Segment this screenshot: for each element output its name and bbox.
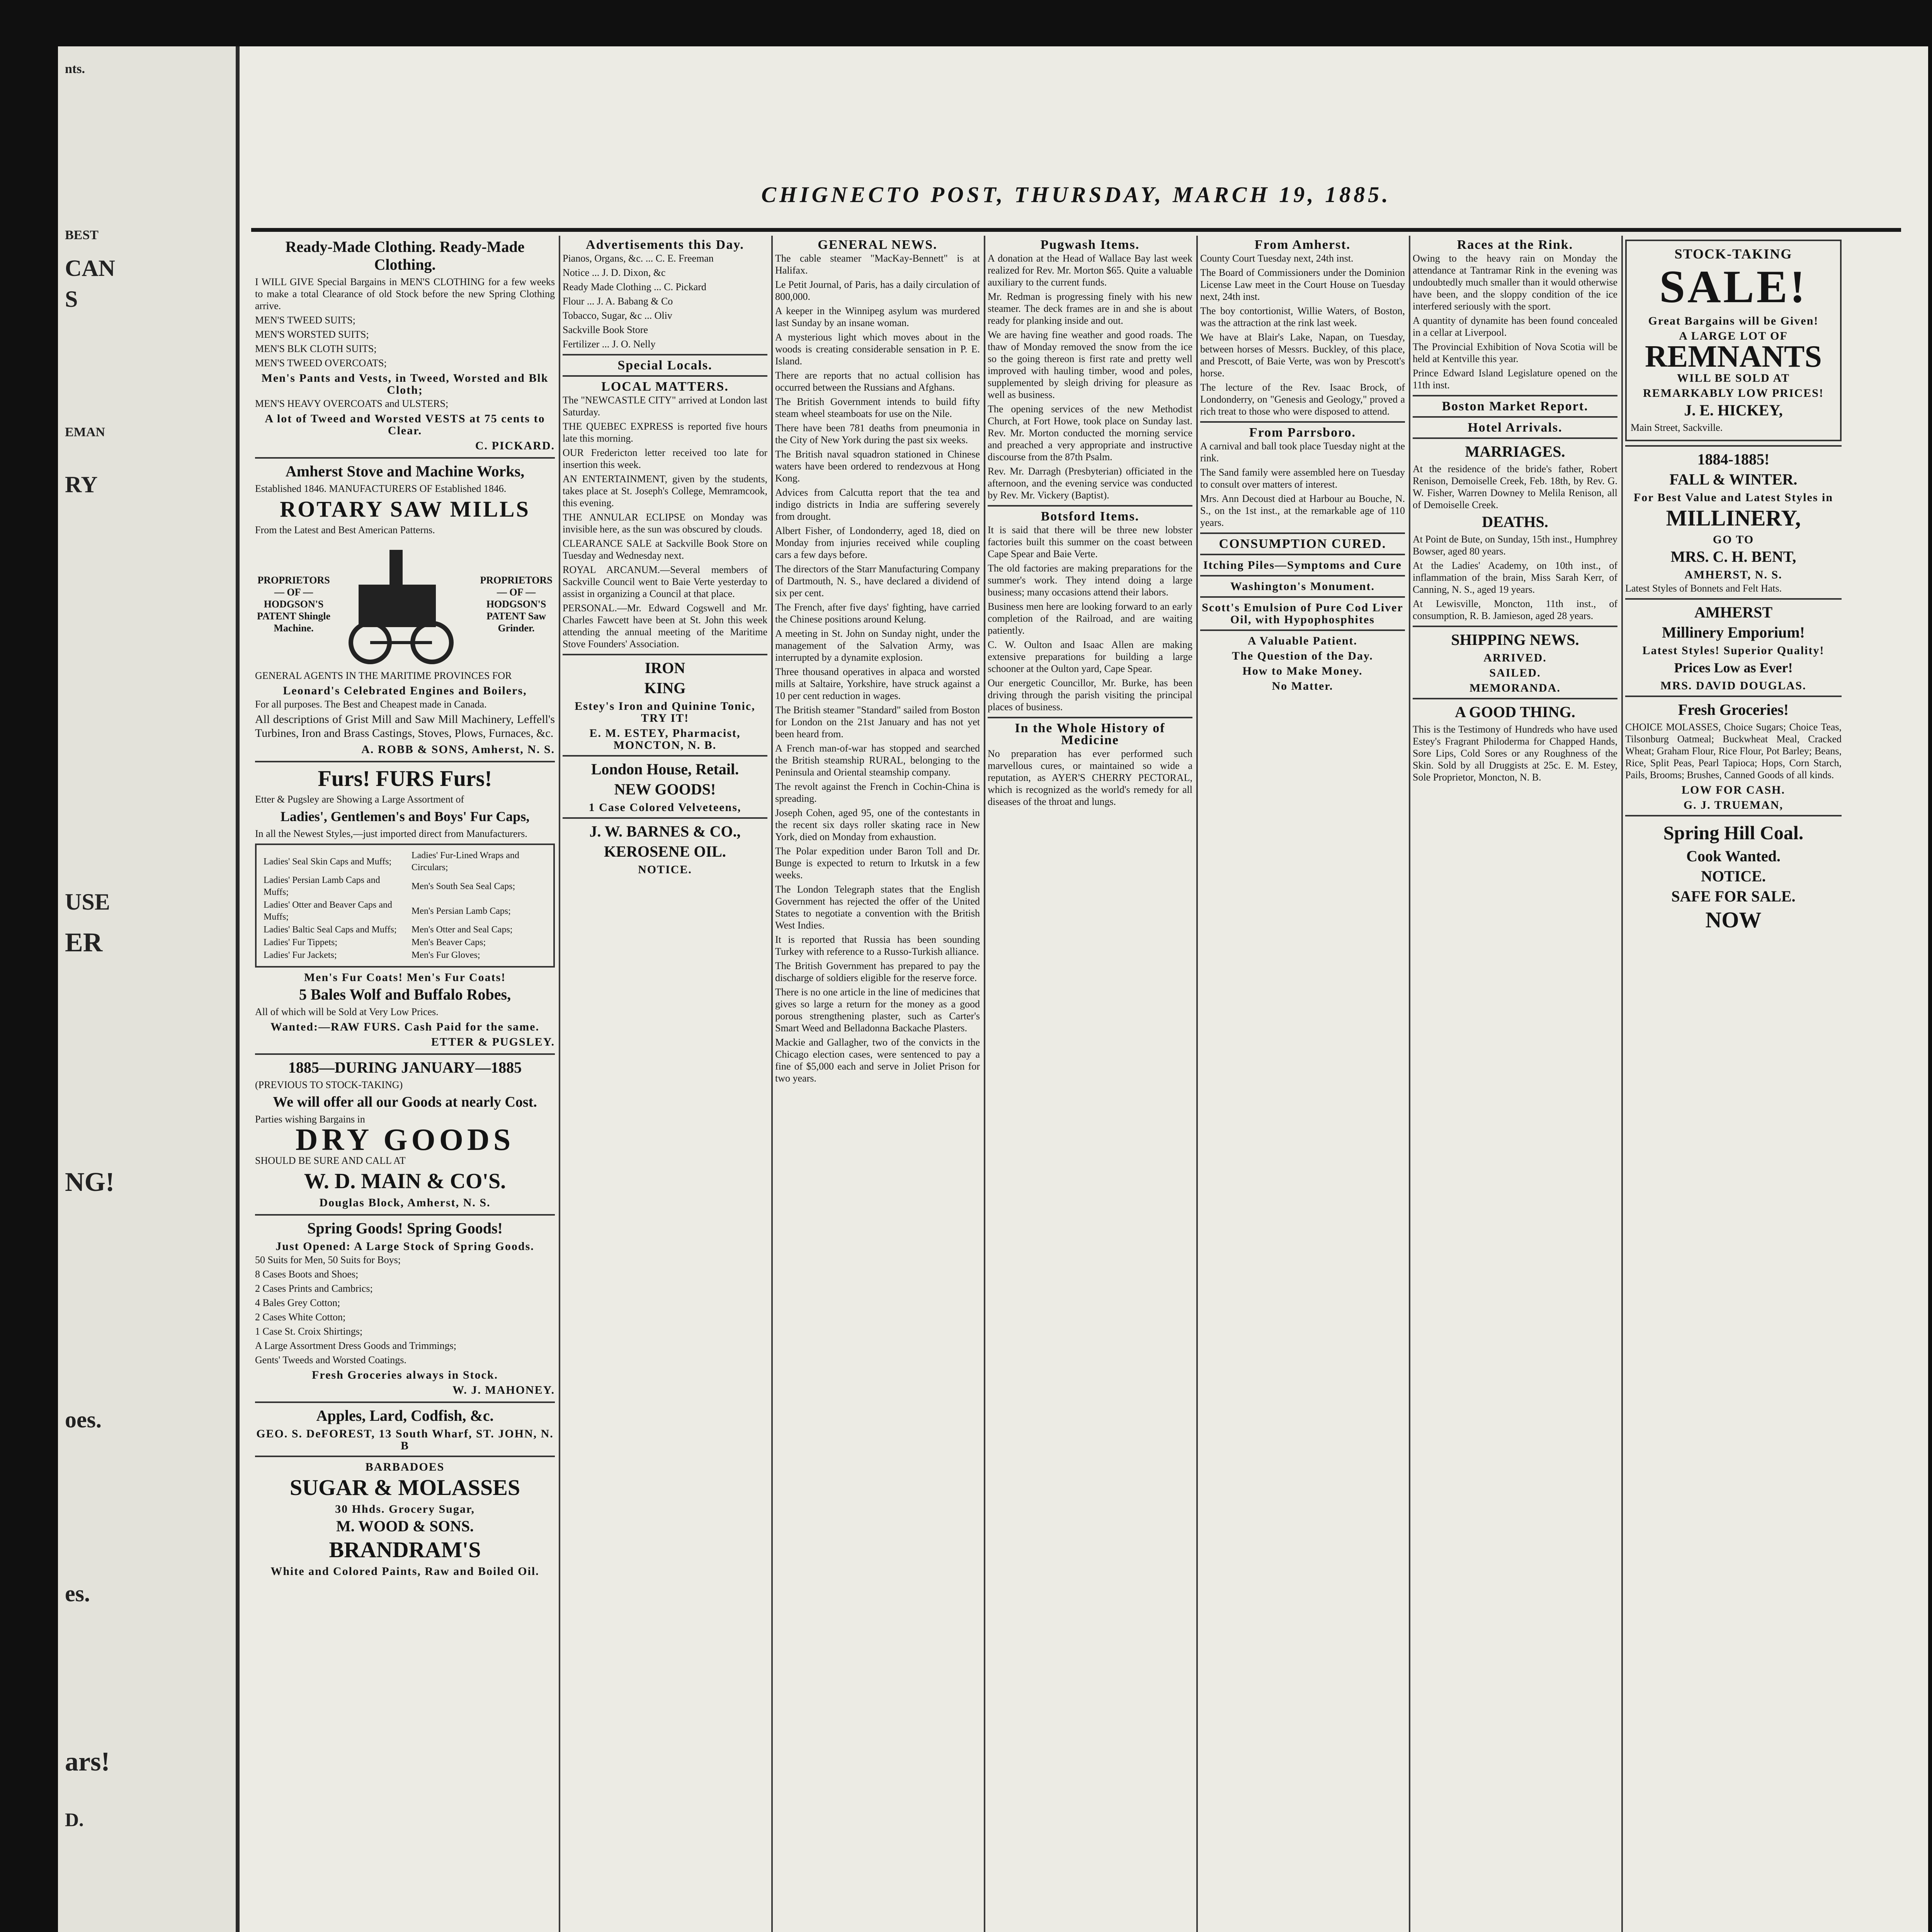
ad-heading: Amherst Stove and Machine Works,: [285, 463, 525, 480]
ad-signature: C. PICKARD.: [475, 439, 555, 452]
news-paragraph: A mysterious light which moves about in the woods is creating considerable sensation in P. E. Island.: [775, 332, 980, 367]
ad-subheading: NOTICE.: [638, 863, 692, 876]
ad-line: Parties wishing Bargains in: [255, 1114, 365, 1125]
news-paragraph: The Provincial Exhibition of Nova Scotia will be held at Kentville this year.: [1413, 341, 1617, 364]
column-rule: [984, 236, 985, 1932]
news-paragraph: The boy contortionist, Willie Waters, of Boston, was the attraction at the rink last week.: [1200, 305, 1405, 328]
news-paragraph: Le Petit Journal, of Paris, has a daily circulation of 800,000.: [775, 279, 980, 302]
fragment-text: NG!: [65, 1167, 115, 1197]
section-heading: The Question of the Day.: [1232, 650, 1373, 662]
news-paragraph: A French man-of-war has stopped and searched the British steamship RURAL, belonging to the Peninsula and Oriental steamship company.: [775, 743, 980, 778]
news-paragraph: THE QUEBEC EXPRESS is reported five hours late this morning.: [563, 421, 767, 444]
ad-line: SHOULD BE SURE AND CALL AT: [255, 1155, 406, 1166]
news-paragraph: There is no one article in the line of medicines that gives so large a return for the money as a good porous strengthening plaster, such as Carter's Smart Weed and Belladonna Backache Plasters.: [775, 986, 980, 1034]
steam-engine-illustration: [335, 542, 474, 666]
section-heading: LOCAL MATTERS.: [601, 379, 729, 394]
ad-signature: A. ROBB & SONS, Amherst, N. S.: [361, 743, 555, 756]
news-paragraph: A carnival and ball took place Tuesday night at the rink.: [1200, 440, 1405, 464]
list-item: 50 Suits for Men, 50 Suits for Boys;: [255, 1254, 401, 1265]
masthead: [251, 182, 1901, 232]
ad-text: I WILL GIVE Special Bargains in MEN'S CLOTHING for a few weeks to make a total Clearance of old Stock before the new Spring Clothing arrive.: [255, 276, 555, 311]
list-item: 4 Bales Grey Cotton;: [255, 1297, 340, 1308]
divider: [1625, 445, 1842, 447]
divider: [255, 1053, 555, 1055]
ad-subheading: A LARGE LOT OF: [1679, 330, 1788, 342]
news-paragraph: Owing to the heavy rain on Monday the attendance at Tantramar Rink in the evening was undoubtedly much smaller than it would otherwise have been, and the sloppy condition of the ice interfered seriously with the sport.: [1413, 253, 1617, 312]
ad-heading: 1884-1885!: [1697, 451, 1770, 468]
pickard-clothing-ad: [255, 238, 555, 452]
ad-heading: Cook Wanted.: [1686, 847, 1781, 865]
news-paragraph: The Polar expedition under Baron Toll and Dr. Bunge is expected to return to Irkutsk in a few weeks.: [775, 845, 980, 881]
column-rule: [771, 236, 773, 1932]
section-heading: ARRIVED.: [1483, 651, 1547, 664]
divider: [563, 817, 767, 819]
fragment-text: nts.: [65, 62, 85, 76]
ad-title: Furs! FURS Furs!: [318, 766, 492, 791]
news-paragraph: At Lewisville, Moncton, 11th inst., of consumption, R. B. Jamieson, aged 28 years.: [1413, 598, 1617, 621]
ad-heading: AMHERST: [1694, 604, 1773, 621]
divider: [1413, 698, 1617, 699]
ad-line: Established 1846. MANUFACTURERS OF Established 1846.: [255, 483, 507, 494]
ad-heading: FALL & WINTER.: [1669, 471, 1798, 488]
news-paragraph: At Point de Bute, on Sunday, 15th inst., Humphrey Bowser, aged 80 years.: [1413, 534, 1617, 557]
ad-heading: KING: [644, 679, 686, 697]
divider: [255, 1401, 555, 1403]
amherst-stove-ad: [255, 463, 555, 755]
ad-subheading: Fresh Groceries always in Stock.: [311, 1369, 498, 1381]
ad-title: NOW: [1705, 907, 1762, 932]
section-heading: Special Locals.: [617, 358, 713, 372]
list-item: Men's South Sea Seal Caps;: [411, 881, 515, 891]
masthead-title: CHIGNECTO POST, THURSDAY, MARCH 19, 1885.: [761, 182, 1391, 207]
ad-subheading: WILL BE SOLD AT: [1677, 372, 1790, 384]
ad-signature: GEO. S. DeFOREST, 13 South Wharf, ST. JOHN, N. B: [256, 1427, 554, 1452]
list-item: Men's Persian Lamb Caps;: [411, 906, 511, 916]
ad-subheading: Latest Styles! Superior Quality!: [1642, 644, 1825, 657]
divider: [255, 1214, 555, 1216]
fragment-text: USE: [65, 889, 110, 915]
divider: [563, 755, 767, 757]
news-paragraph: The Sand family were assembled here on Tuesday to consult over matters of interest.: [1200, 467, 1405, 490]
divider: [1200, 596, 1405, 598]
ad-title: SUGAR & MOLASSES: [289, 1475, 520, 1500]
section-heading: From Amherst.: [1254, 238, 1351, 252]
ad-line: (PREVIOUS TO STOCK-TAKING): [255, 1079, 403, 1090]
fragment-text: CAN: [65, 255, 115, 281]
news-paragraph: The old factories are making preparations for the summer's work. They intend doing a large business; many occasions attend their labors.: [988, 563, 1192, 598]
divider: [988, 505, 1192, 507]
news-paragraph: The directors of the Starr Manufacturing Company of Dartmouth, N. S., have declared a dividend of six per cent.: [775, 563, 980, 599]
divider: [563, 375, 767, 377]
ad-subheading: A lot of Tweed and Worsted VESTS at 75 cents to Clear.: [265, 412, 545, 437]
ad-subheading: STOCK-TAKING: [1674, 246, 1793, 262]
ad-heading: Ready-Made Clothing. Ready-Made Clothing.: [285, 238, 525, 273]
list-item: Gents' Tweeds and Worsted Coatings.: [255, 1354, 406, 1366]
news-paragraph: Business men here are looking forward to an early completion of the Railroad, and are waiting patiently.: [988, 601, 1192, 636]
fragment-text: D.: [65, 1809, 84, 1830]
column-2: [563, 236, 767, 1932]
section-heading: Boston Market Report.: [1442, 399, 1588, 413]
ad-subheading: REMARKABLY LOW PRICES!: [1643, 387, 1824, 400]
divider: [563, 354, 767, 355]
divider: [1413, 395, 1617, 396]
main-dry-goods-ad: [255, 1059, 555, 1209]
ad-heading: SAFE FOR SALE.: [1671, 888, 1796, 905]
section-heading: CONSUMPTION CURED.: [1219, 537, 1386, 551]
section-heading: Itching Piles—Symptoms and Cure: [1203, 559, 1402, 571]
divider: [255, 1456, 555, 1457]
list-item: 2 Cases Prints and Cambrics;: [255, 1283, 373, 1294]
ad-heading: M. WOOD & SONS.: [336, 1517, 474, 1535]
ad-line: MEN'S HEAVY OVERCOATS and ULSTERS;: [255, 398, 449, 409]
section-heading: From Parrsboro.: [1249, 425, 1356, 440]
section-heading: MEMORANDA.: [1469, 682, 1561, 694]
section-heading: SHIPPING NEWS.: [1451, 631, 1579, 648]
news-paragraph: The Board of Commissioners under the Dominion License Law meet in the Court House on Tuesday next, 24th inst.: [1200, 267, 1405, 302]
news-paragraph: Mrs. Ann Decoust died at Harbour au Bouche, N. S., on the 1st inst., at the remarkable age of 110 years.: [1200, 493, 1405, 528]
ad-subheading: Wanted:—RAW FURS. Cash Paid for the same.: [270, 1020, 539, 1033]
list-item: Ladies' Otter and Beaver Caps and Muffs;: [264, 900, 392, 922]
ad-subheading: For Best Value and Latest Styles in: [1633, 491, 1833, 504]
fragment-text: es.: [65, 1581, 90, 1606]
ad-signature: E. M. ESTEY, Pharmacist, MONCTON, N. B.: [589, 727, 741, 752]
news-paragraph: Rev. Mr. Darragh (Presbyterian) officiated in the afternoon, and the evening service was conducted by Rev. Mr. Vickery (Baptist).: [988, 466, 1192, 501]
ad-text: PROPRIETORS — OF — HODGSON'S PATENT Shingle Machine.: [257, 574, 330, 634]
news-paragraph: CLEARANCE SALE at Sackville Book Store on Tuesday and Wednesday next.: [563, 538, 767, 561]
divider: [255, 457, 555, 459]
divider: [255, 761, 555, 762]
ad-text: CHOICE MOLASSES, Choice Sugars; Choice Teas, Tilsonburg Oatmeal; Buckwheat Meal, Cracked Wheat; Graham Flour, Rice Flour, Pot Barley; Beans, Rice, Split Peas, Pearl Tapioca; Hops, Corn Starch, Pails, Brooms; Brushes, Canned Goods of all kinds.: [1625, 721, 1842, 781]
news-paragraph: Three thousand operatives in alpaca and worsted mills at Saltaire, Yorkshire, have struck against a 10 per cent reduction in wages.: [775, 666, 980, 701]
news-paragraph: The British naval squadron stationed in Chinese waters have been ordered to rendezvous at Hong Kong.: [775, 449, 980, 484]
furs-list: [255, 844, 555, 968]
ad-heading: Millinery Emporium!: [1662, 624, 1805, 641]
section-heading: Hotel Arrivals.: [1468, 420, 1563, 435]
ad-line: MEN'S WORSTED SUITS;: [255, 329, 369, 340]
ad-line: From the Latest and Best American Patterns.: [255, 524, 435, 536]
divider: [1413, 437, 1617, 439]
ad-heading: 1885—DURING JANUARY—1885: [288, 1059, 522, 1076]
news-paragraph: Prince Edward Island Legislature opened on the 11th inst.: [1413, 367, 1617, 391]
list-item: Notice ... J. D. Dixon, &c: [563, 267, 666, 278]
section-heading: Pugwash Items.: [1040, 238, 1140, 252]
list-item: Flour ... J. A. Babang & Co: [563, 296, 673, 307]
ad-heading: NOTICE.: [1701, 867, 1766, 885]
ad-subheading: 30 Hhds. Grocery Sugar,: [335, 1503, 475, 1515]
ad-title: MILLINERY,: [1666, 505, 1801, 531]
list-item: Men's Otter and Seal Caps;: [411, 925, 513, 935]
news-paragraph: C. W. Oulton and Isaac Allen are making extensive preparations for building a large schooner at the Oulton yard, Cape Spear.: [988, 639, 1192, 674]
ad-signature: G. J. TRUEMAN,: [1683, 799, 1784, 811]
news-paragraph: At the residence of the bride's father, Robert Renison, Demoiselle Creek, Feb. 18th, by Rev. G. W. Fisher, Warren Downey to Melila Renison, all of Demoiselle Creek.: [1413, 463, 1617, 510]
section-heading: Botsford Items.: [1041, 509, 1139, 524]
section-heading: Scott's Emulsion of Pure Cod Liver Oil, with Hypophosphites: [1202, 601, 1403, 626]
list-item: Fertilizer ... J. O. Nelly: [563, 338, 656, 350]
divider: [1413, 416, 1617, 418]
section-heading: Races at the Rink.: [1457, 238, 1573, 252]
news-paragraph: AN ENTERTAINMENT, given by the students, takes place at St. Joseph's College, Memramcook, this evening.: [563, 473, 767, 509]
list-item: 2 Cases White Cotton;: [255, 1311, 346, 1323]
hodgson-row: [255, 538, 555, 670]
news-paragraph: The lecture of the Rev. Isaac Brock, of Londonderry, on "Genesis and Geology," proved a rich treat to those who were disposed to attend.: [1200, 382, 1405, 417]
fragment-text: oes.: [65, 1407, 102, 1432]
ad-heading: NEW GOODS!: [614, 781, 716, 798]
news-paragraph: The British steamer "Standard" sailed from Boston for London on the 21st January and has not yet been heard from.: [775, 704, 980, 740]
section-heading: No Matter.: [1272, 680, 1333, 692]
news-paragraph: OUR Fredericton letter received too late for insertion this week.: [563, 447, 767, 470]
section-heading: Advertisements this Day.: [586, 238, 744, 252]
ad-line: All of which will be Sold at Very Low Prices.: [255, 1006, 439, 1017]
ad-heading: We will offer all our Goods at nearly Cost.: [273, 1094, 537, 1110]
list-item: 1 Case St. Croix Shirtings;: [255, 1326, 363, 1337]
news-paragraph: Mr. Redman is progressing finely with his new steamer. The deck frames are in and she is about ready for planking inside and out.: [988, 291, 1192, 326]
ad-subheading: Men's Pants and Vests, in Tweed, Worsted and Blk Cloth;: [261, 372, 549, 396]
list-item: Sackville Book Store: [563, 324, 648, 335]
ad-line: MEN'S TWEED OVERCOATS;: [255, 357, 387, 369]
divider: [1200, 532, 1405, 534]
divider: [1200, 554, 1405, 555]
ad-line: For all purposes. The Best and Cheapest made in Canada.: [255, 699, 487, 710]
ad-title: ROTARY SAW MILLS: [280, 497, 530, 522]
news-paragraph: A keeper in the Winnipeg asylum was murdered last Sunday by an insane woman.: [775, 305, 980, 328]
ad-title: REMNANTS: [1645, 340, 1822, 374]
ad-heading: Fresh Groceries!: [1678, 701, 1789, 718]
divider: [1200, 421, 1405, 423]
divider: [1200, 575, 1405, 577]
ad-title: SALE!: [1659, 261, 1808, 312]
news-paragraph: A donation at the Head of Wallace Bay last week realized for Rev. Mr. Morton $65. Quite a valuable auxiliary to the current funds.: [988, 253, 1192, 288]
fragment-text: S: [65, 286, 78, 312]
section-heading: SAILED.: [1489, 667, 1541, 679]
fragment-text: ars!: [65, 1747, 110, 1777]
list-item: Men's Beaver Caps;: [411, 937, 486, 947]
ad-heading: London House, Retail.: [591, 760, 739, 778]
ad-heading: MRS. C. H. BENT,: [1670, 548, 1796, 565]
news-paragraph: A meeting in St. John on Sunday night, under the management of the Salvation Army, was interrupted by a dynamite explosion.: [775, 628, 980, 663]
news-paragraph: The French, after five days' fighting, have carried the Chinese positions around Kelung.: [775, 602, 980, 625]
news-paragraph: We have at Blair's Lake, Napan, on Tuesday, between horses of Messrs. Buckley, of this place, and Prescott, of Baie Verte, was won by Prescott's horse.: [1200, 332, 1405, 379]
ad-line: MEN'S TWEED SUITS;: [255, 315, 355, 326]
column-4: [988, 236, 1192, 1932]
list-item: Ready Made Clothing ... C. Pickard: [563, 281, 706, 293]
column-6: [1413, 236, 1617, 1932]
list-item: Ladies' Seal Skin Caps and Muffs;: [264, 856, 392, 867]
divider: [1625, 815, 1842, 816]
list-item: Pianos, Organs, &c. ... C. E. Freeman: [563, 253, 714, 264]
news-paragraph: Albert Fisher, of Londonderry, aged 18, died on Monday from injuries received while coupling cars a few days before.: [775, 525, 980, 560]
previous-page-fragment: [58, 46, 240, 1932]
ad-subheading: LOW FOR CASH.: [1682, 784, 1785, 796]
news-paragraph: Mackie and Gallagher, two of the convicts in the Chicago election cases, were sentenced to pay a fine of $5,000 each and serve in Joliet Prison for two years.: [775, 1037, 980, 1084]
divider: [563, 654, 767, 655]
news-paragraph: THE ANNULAR ECLIPSE on Monday was invisible here, as the sun was obscured by clouds.: [563, 512, 767, 535]
ad-signature: MRS. DAVID DOUGLAS.: [1660, 679, 1806, 692]
column-1-ads: [255, 236, 555, 1932]
news-paragraph: Advices from Calcutta report that the tea and indigo districts in India are suffering severely from drought.: [775, 487, 980, 522]
divider: [1200, 629, 1405, 631]
ad-line: MEN'S BLK CLOTH SUITS;: [255, 343, 377, 354]
ad-heading: J. W. BARNES & CO.,: [589, 823, 741, 840]
news-paragraph: The "NEWCASTLE CITY" arrived at London last Saturday.: [563, 395, 767, 418]
news-paragraph: ROYAL ARCANUM.—Several members of Sackville Council went to Baie Verte yesterday to assist in organizing a Council at that place.: [563, 564, 767, 599]
news-paragraph: At the Ladies' Academy, on 10th inst., of inflammation of the brain, Miss Sarah Kerr, of Canning, N. S., aged 19 years.: [1413, 560, 1617, 595]
list-item: 8 Cases Boots and Shoes;: [255, 1269, 359, 1280]
news-paragraph: There are reports that no actual collision has occurred between the Russians and Afghans.: [775, 370, 980, 393]
ad-subheading: Estey's Iron and Quinine Tonic, TRY IT!: [575, 700, 755, 724]
ad-line: In all the Newest Styles,—just imported direct from Manufacturers.: [255, 828, 527, 839]
ad-signature: W. J. MAHONEY.: [452, 1384, 555, 1396]
ad-subheading: White and Colored Paints, Raw and Boiled Oil.: [270, 1565, 539, 1578]
column-rule: [1196, 236, 1198, 1932]
ad-text: PROPRIETORS — OF — HODGSON'S PATENT Saw Grinder.: [480, 574, 553, 634]
etter-pugsley-furs-ad: [255, 766, 555, 1048]
ad-title: DRY GOODS: [295, 1123, 515, 1157]
fragment-text: BEST: [65, 228, 99, 242]
column-rule: [559, 236, 560, 1932]
section-heading: In the Whole History of Medicine: [1015, 721, 1165, 747]
section-heading: How to Make Money.: [1242, 665, 1363, 677]
ad-subheading: Men's Fur Coats! Men's Fur Coats!: [304, 971, 506, 984]
list-item: Tobacco, Sugar, &c ... Oliv: [563, 310, 672, 321]
news-paragraph: It is reported that Russia has been sounding Turkey with reference to a Russo-Turkish alliance.: [775, 934, 980, 957]
section-heading: MARRIAGES.: [1465, 443, 1565, 460]
list-item: Ladies' Fur Jackets;: [264, 950, 337, 960]
list-item: Ladies' Fur-Lined Wraps and Circulars;: [411, 850, 519, 872]
list-item: A Large Assortment Dress Goods and Trimmings;: [255, 1340, 456, 1351]
ad-heading: A GOOD THING.: [1455, 703, 1575, 721]
column-7-ads: [1625, 236, 1842, 1932]
column-rule: [1621, 236, 1623, 1932]
news-paragraph: No preparation has ever performed such marvellous cures, or maintained so wide a reputation, as AYER'S CHERRY PECTORAL, which is recognized as the world's remedy for all diseases of the throat and lungs.: [988, 748, 1192, 807]
ad-text: All descriptions of Grist Mill and Saw Mill Machinery, Leffell's Turbines, Iron and Brass Castings, Stoves, Plows, Furnaces, &c.: [255, 713, 555, 740]
divider: [988, 717, 1192, 718]
ad-line: Main Street, Sackville.: [1631, 422, 1723, 433]
ad-signature: ETTER & PUGSLEY.: [431, 1036, 555, 1048]
news-paragraph: The cable steamer "MacKay-Bennett" is at Halifax.: [775, 253, 980, 276]
news-paragraph: The London Telegraph states that the English Government has rejected the offer of the United States to negotiate a convention with the British West Indies.: [775, 884, 980, 931]
column-3-general-news: [775, 236, 980, 1932]
ad-line: Latest Styles of Bonnets and Felt Hats.: [1625, 583, 1782, 594]
news-paragraph: The revolt against the French in Cochin-China is spreading.: [775, 781, 980, 804]
news-paragraph: PERSONAL.—Mr. Edward Cogswell and Mr. Charles Fawcett have been at St. John this week attending the annual meeting of the Maritime Stove Founders' Association.: [563, 602, 767, 650]
fragment-text: RY: [65, 472, 98, 497]
news-paragraph: County Court Tuesday next, 24th inst.: [1200, 253, 1354, 264]
list-item: Ladies' Fur Tippets;: [264, 937, 338, 947]
fragment-text: ER: [65, 928, 103, 957]
ad-subheading: Douglas Block, Amherst, N. S.: [319, 1196, 491, 1209]
divider: [1625, 598, 1842, 600]
ad-heading: 5 Bales Wolf and Buffalo Robes,: [299, 986, 511, 1003]
news-paragraph: It is said that there will be three new lobster factories built this summer on the coast between Cape Spear and Baie Verte.: [988, 524, 1192, 560]
ad-heading: Apples, Lard, Codfish, &c.: [316, 1407, 494, 1424]
section-heading: GENERAL NEWS.: [818, 238, 937, 252]
ad-subheading: GO TO: [1713, 533, 1754, 546]
ad-heading: Prices Low as Ever!: [1674, 660, 1793, 675]
ad-title: Spring Hill Coal.: [1663, 822, 1804, 844]
news-paragraph: We are having fine weather and good roads. The thaw of Monday removed the snow from the ice so the going thereon is first rate and pretty well improved with hauling timber, wood and poles, supplemented by sleigh driving for pleasure as well as business.: [988, 329, 1192, 400]
ad-heading: IRON: [645, 659, 685, 677]
ad-heading: Ladies', Gentlemen's and Boys' Fur Caps,: [280, 809, 530, 824]
news-paragraph: There have been 781 deaths from pneumonia in the City of New York during the past six weeks.: [775, 422, 980, 446]
news-paragraph: Joseph Cohen, aged 95, one of the contestants in the recent six days roller skating race in New York, died on Monday from exhaustion.: [775, 807, 980, 842]
list-item: Ladies' Persian Lamb Caps and Muffs;: [264, 875, 380, 897]
list-item: Ladies' Baltic Seal Caps and Muffs;: [264, 925, 397, 935]
ad-line: Etter & Pugsley are Showing a Large Assortment of: [255, 794, 464, 805]
fragment-text: EMAN: [65, 425, 105, 439]
divider: [1625, 696, 1842, 697]
column-rule: [1409, 236, 1410, 1932]
list-item: Men's Fur Gloves;: [411, 950, 480, 960]
ad-heading: KEROSENE OIL.: [604, 843, 726, 860]
ad-subheading: BARBADOES: [365, 1461, 445, 1473]
ad-title: BRANDRAM'S: [329, 1537, 481, 1562]
section-heading: A Valuable Patient.: [1248, 634, 1357, 647]
ad-subheading: Just Opened: A Large Stock of Spring Goods.: [276, 1240, 534, 1253]
ad-subheading: Leonard's Celebrated Engines and Boilers,: [283, 684, 527, 697]
news-paragraph: The British Government has prepared to pay the discharge of soldiers eligible for the reserve force.: [775, 960, 980, 983]
ad-text: This is the Testimony of Hundreds who have used Estey's Fragrant Philoderma for Chapped Hands, Sore Lips, Cold Sores or any Roughness of the Skin. Sold by all Druggists at 25c. E. M. Estey, Sole Proprietor, Moncton, N. B.: [1413, 724, 1617, 783]
news-paragraph: The British Government intends to build fifty steam wheel steamboats for use on the Nile.: [775, 396, 980, 419]
section-heading: DEATHS.: [1482, 513, 1548, 531]
ad-subheading: AMHERST, N. S.: [1684, 568, 1782, 581]
news-paragraph: A quantity of dynamite has been found concealed in a cellar at Liverpool.: [1413, 315, 1617, 338]
hickey-stock-taking-ad: [1625, 240, 1842, 441]
news-paragraph: The opening services of the new Methodist Church, at Fort Howe, took place on Sunday last. Rev. Mr. Morton conducted the morning service and preached a very appropriate and instructive discourse from the 87th Psalm.: [988, 403, 1192, 463]
ad-subheading: 1 Case Colored Velveteens,: [588, 801, 742, 814]
ad-line: GENERAL AGENTS IN THE MARITIME PROVINCES FOR: [255, 670, 512, 681]
ad-heading: J. E. HICKEY,: [1684, 401, 1783, 419]
column-5: [1200, 236, 1405, 1932]
news-paragraph: Our energetic Councillor, Mr. Burke, has been driving through the parish visiting the principal places of business.: [988, 677, 1192, 713]
newspaper-page: [251, 131, 1909, 1932]
section-heading: Washington's Monument.: [1230, 580, 1375, 593]
ad-title: W. D. MAIN & CO'S.: [304, 1169, 506, 1193]
mahoney-spring-goods-ad: [255, 1219, 555, 1396]
ad-subheading: Great Bargains will be Given!: [1648, 315, 1819, 327]
ad-heading: Spring Goods! Spring Goods!: [307, 1219, 503, 1237]
divider: [1413, 626, 1617, 627]
